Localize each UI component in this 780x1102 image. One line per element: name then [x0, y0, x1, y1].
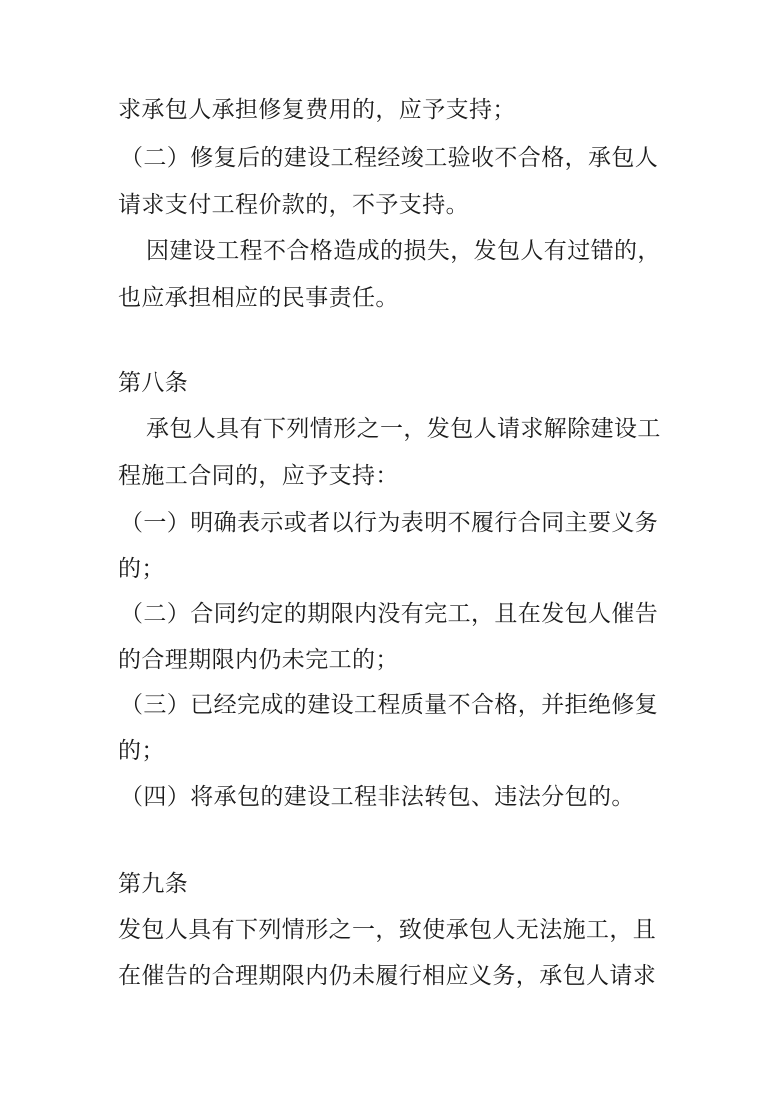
text-line: （一）明确表示或者以行为表明不履行合同主要义务	[120, 510, 659, 536]
article-heading: 第八条	[118, 370, 189, 396]
text-line: 因建设工程不合格造成的损失，发包人有过错的，	[146, 238, 661, 264]
text-line: 承包人具有下列情形之一，发包人请求解除建设工	[146, 416, 661, 442]
text-line: 的合理期限内仍未完工的；	[118, 647, 399, 673]
text-line: 在催告的合理期限内仍未履行相应义务，承包人请求	[118, 963, 657, 989]
article-heading: 第九条	[118, 871, 189, 897]
text-line: 请求支付工程价款的，不予支持。	[118, 192, 469, 218]
text-line: 的；	[118, 556, 165, 582]
text-line: 也应承担相应的民事责任。	[118, 285, 399, 311]
text-line: （二）合同约定的期限内没有完工，且在发包人催告	[120, 601, 659, 627]
text-line: （四）将承包的建设工程非法转包、违法分包的。	[120, 784, 635, 810]
text-line: （二）修复后的建设工程经竣工验收不合格，承包人	[120, 145, 659, 171]
text-line: （三）已经完成的建设工程质量不合格，并拒绝修复	[120, 692, 659, 718]
text-line: 程施工合同的，应予支持：	[118, 463, 399, 489]
text-line: 求承包人承担修复费用的，应予支持；	[118, 97, 516, 123]
text-line: 的；	[118, 738, 165, 764]
text-line: 发包人具有下列情形之一，致使承包人无法施工，且	[118, 917, 657, 943]
